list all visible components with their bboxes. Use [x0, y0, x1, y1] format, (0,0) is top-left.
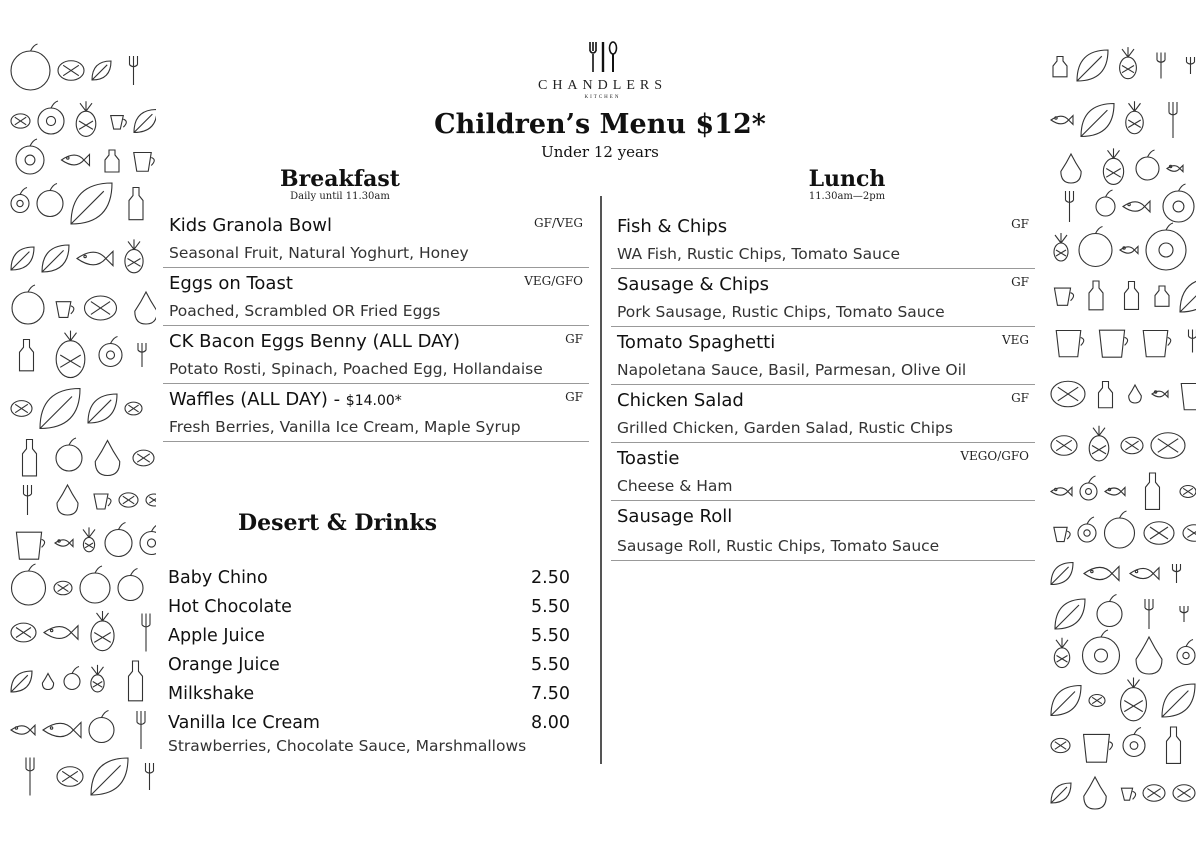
doodle-bottle-icon — [1125, 282, 1139, 310]
doodle-fish-icon — [62, 154, 90, 165]
drink-name: Milkshake — [168, 684, 255, 704]
doodle-pine-icon — [91, 611, 114, 651]
item-description: Cheese & Ham — [617, 477, 733, 495]
doodle-pine-icon — [1054, 233, 1068, 261]
menu-item — [611, 443, 1035, 501]
doodle-apple-icon — [64, 667, 80, 690]
doodle-pear-icon — [1129, 385, 1142, 403]
doodle-pine-icon — [1054, 638, 1069, 668]
doodle-leaf-icon — [1162, 684, 1195, 717]
menu-item — [611, 501, 1035, 561]
doodle-fruit-icon — [140, 525, 156, 555]
drink-price: 8.00 — [531, 713, 570, 733]
doodle-cup-icon — [1121, 788, 1135, 800]
doodle-bottle-icon — [1099, 382, 1113, 408]
item-name: Chicken Salad — [617, 390, 744, 411]
doodle-fish-icon — [55, 539, 73, 546]
doodle-fork-icon — [1180, 606, 1188, 622]
doodle-fork-icon — [1173, 564, 1181, 583]
item-description: Pork Sausage, Rustic Chips, Tomato Sauce — [617, 303, 945, 321]
doodle-fish-icon — [1123, 201, 1150, 212]
doodle-fruit-icon — [1177, 640, 1195, 665]
doodle-cup-icon — [94, 494, 111, 509]
drink-price: 7.50 — [531, 684, 570, 704]
item-name: Sausage Roll — [617, 506, 733, 527]
page-subtitle: Under 12 years — [541, 143, 659, 161]
item-name: Fish & Chips — [617, 216, 728, 237]
doodle-fork-icon — [26, 758, 34, 796]
doodle-melon-icon — [119, 493, 138, 507]
doodle-leaf-icon — [1081, 104, 1114, 137]
drink-price: 5.50 — [531, 655, 570, 675]
doodle-apple-icon — [89, 711, 114, 743]
doodle-cup-icon — [1084, 734, 1113, 762]
doodle-fish-icon — [1105, 488, 1125, 496]
doodle-fork-icon — [146, 763, 154, 790]
doodle-melon-icon — [11, 623, 36, 642]
item-description: Fresh Berries, Vanilla Ice Cream, Maple Syrup — [169, 418, 521, 436]
item-description: Grilled Chicken, Garden Salad, Rustic Chips — [617, 419, 953, 437]
doodle-melon-icon — [125, 402, 142, 415]
drink-note: Strawberries, Chocolate Sauce, Marshmallows — [168, 737, 527, 755]
item-name — [169, 389, 402, 410]
item-name: CK Bacon Eggs Benny (ALL DAY) — [169, 331, 461, 352]
menu-item — [611, 211, 1035, 269]
item-description: Potato Rosti, Spinach, Poached Egg, Hollandaise — [169, 360, 543, 378]
doodle-pear-icon — [95, 441, 120, 476]
drink-price: 5.50 — [531, 626, 570, 646]
doodle-melon-icon — [11, 401, 32, 417]
doodle-melon-icon — [54, 581, 72, 595]
doodle-cup-icon — [134, 153, 155, 172]
dietary-tag: GF — [565, 332, 583, 346]
doodle-fork-icon — [24, 485, 32, 515]
doodle-bottle-icon — [1155, 286, 1169, 306]
doodle-pine-icon — [56, 331, 85, 378]
cutlery-icon — [585, 40, 621, 74]
dietary-tag: GF — [565, 390, 583, 404]
doodle-apple-icon — [1105, 511, 1135, 548]
doodle-fruit-icon — [1080, 476, 1097, 500]
doodle-fish-icon — [1130, 568, 1159, 580]
dietary-tag: GF/VEG — [534, 216, 583, 230]
drink-item — [168, 626, 572, 655]
doodle-fish-icon — [11, 725, 35, 735]
doodle-leaf-icon — [91, 758, 128, 795]
doodle-fork-icon — [142, 614, 150, 652]
doodle-fork-icon — [1187, 57, 1195, 74]
menu-item — [163, 384, 589, 442]
doodle-apple-icon — [1097, 595, 1122, 627]
doodle-bottle-icon — [129, 188, 143, 220]
item-name: Toastie — [617, 448, 680, 469]
doodle-leaf-icon — [71, 183, 112, 224]
doodle-apple-icon — [11, 44, 50, 90]
doodle-melon-icon — [133, 450, 154, 466]
doodle-bottle-icon — [20, 340, 34, 371]
doodle-leaf-icon — [40, 389, 80, 429]
doodle-apple-icon — [118, 569, 143, 601]
doodle-leaf-icon — [42, 245, 69, 272]
doodle-melon-icon — [1144, 522, 1174, 545]
doodle-bottle-icon — [1146, 473, 1160, 509]
doodle-fork-icon — [1157, 53, 1165, 79]
doodle-fruit-icon — [1078, 517, 1096, 542]
doodle-cup-icon — [16, 532, 44, 559]
doodle-fruit-icon — [1163, 184, 1194, 222]
doodle-apple-icon — [12, 285, 44, 324]
item-name: Sausage & Chips — [617, 274, 770, 295]
item-description: Seasonal Fruit, Natural Yoghurt, Honey — [169, 244, 469, 262]
doodle-cup-icon — [1054, 527, 1070, 541]
lunch-menu — [611, 211, 1035, 561]
doodle-pear-icon — [42, 674, 53, 690]
doodle-leaf-icon — [88, 394, 117, 423]
food-illustration-panel-left — [6, 38, 156, 810]
drink-name: Vanilla Ice Cream — [168, 713, 320, 733]
doodle-pine-icon — [83, 527, 95, 551]
brand-subname: KITCHEN — [584, 95, 621, 100]
doodle-melon-icon — [57, 767, 83, 787]
doodle-bottle-icon — [23, 440, 37, 476]
doodle-leaf-icon — [1180, 278, 1196, 312]
doodle-leaf-icon — [1055, 599, 1085, 629]
doodle-apple-icon — [105, 523, 132, 557]
doodle-fruit-icon — [99, 337, 122, 367]
doodle-fish-icon — [44, 626, 78, 640]
doodle-bottle-icon — [129, 661, 143, 701]
doodle-pear-icon — [1084, 777, 1106, 809]
doodle-fork-icon — [1189, 330, 1197, 353]
drink-name: Orange Juice — [168, 655, 280, 675]
dietary-tag: VEG — [1001, 333, 1029, 347]
doodle-leaf-icon — [1051, 563, 1073, 585]
item-description: Poached, Scrambled OR Fried Eggs — [169, 302, 441, 320]
item-name: Tomato Spaghetti — [617, 332, 776, 353]
doodle-fish-icon — [1051, 116, 1073, 125]
doodle-cup-icon — [1099, 330, 1127, 357]
doodle-fish-icon — [43, 722, 81, 737]
doodle-apple-icon — [1079, 227, 1112, 267]
drink-name: Apple Juice — [168, 626, 265, 646]
dietary-tag: GF — [1011, 217, 1029, 231]
doodle-fruit-icon — [11, 188, 29, 213]
item-description: Napoletana Sauce, Basil, Parmesan, Olive Oil — [617, 361, 967, 379]
doodle-cup-icon — [111, 116, 127, 130]
doodle-leaf-icon — [1077, 50, 1108, 81]
doodle-fish-icon — [1084, 567, 1119, 581]
doodle-fork-icon — [1066, 191, 1074, 222]
breakfast-header — [230, 166, 450, 202]
doodle-pine-icon — [125, 239, 143, 272]
doodle-fish-icon — [1167, 165, 1183, 171]
drink-price: 5.50 — [531, 597, 570, 617]
chandlers-logo — [520, 40, 685, 100]
menu-item — [611, 327, 1035, 385]
drink-item — [168, 568, 572, 597]
doodle-melon-icon — [1121, 437, 1143, 454]
doodle-pine-icon — [1103, 148, 1123, 184]
menu-item — [163, 268, 589, 326]
doodle-pine-icon — [1126, 101, 1144, 134]
item-price: $14.00* — [345, 393, 402, 409]
doodle-bottle-icon — [1167, 727, 1181, 763]
doodle-apple-icon — [80, 566, 110, 603]
doodle-pear-icon — [1061, 154, 1081, 183]
doodle-pine-icon — [76, 101, 96, 136]
drink-name: Baby Chino — [168, 568, 268, 588]
doodle-cup-icon — [1143, 331, 1171, 357]
doodle-melon-icon — [146, 494, 156, 506]
item-name-text: Waffles (ALL DAY) - — [169, 389, 346, 410]
doodle-fork-icon — [138, 343, 146, 367]
doodle-cup-icon — [56, 302, 74, 318]
page-title: Children’s Menu $12* — [434, 109, 766, 140]
doodle-leaf-icon — [1051, 783, 1071, 803]
doodle-fruit-icon — [1123, 728, 1145, 757]
doodle-bottle-icon — [1053, 57, 1067, 77]
doodle-pine-icon — [1120, 47, 1137, 79]
drink-price: 2.50 — [531, 568, 570, 588]
doodle-fish-icon — [1051, 487, 1072, 495]
drinks-list — [168, 568, 572, 755]
doodle-fruit-icon — [38, 101, 64, 134]
doodle-fork-icon — [137, 711, 145, 749]
doodle-cup-icon — [1054, 288, 1073, 305]
doodle-melon-icon — [1051, 436, 1077, 456]
drinks-heading: Desert & Drinks — [238, 510, 438, 536]
doodle-melon-icon — [1051, 381, 1085, 407]
drink-name: Hot Chocolate — [168, 597, 292, 617]
doodle-fork-icon — [1169, 102, 1177, 138]
doodle-melon-icon — [11, 114, 30, 128]
breakfast-menu — [163, 210, 589, 442]
doodle-pear-icon — [57, 485, 78, 515]
drink-item — [168, 713, 572, 737]
doodle-leaf-icon — [134, 110, 156, 133]
doodle-fork-icon — [130, 56, 138, 85]
doodle-fish-icon — [77, 251, 113, 265]
item-name: Eggs on Toast — [169, 273, 293, 294]
menu-item — [163, 326, 589, 384]
doodle-apple-icon — [37, 184, 63, 217]
doodle-melon-icon — [1089, 695, 1105, 707]
doodle-fruit-icon — [16, 139, 44, 174]
doodle-melon-icon — [1173, 785, 1195, 802]
doodle-bottle-icon — [1089, 281, 1103, 310]
lunch-header — [737, 166, 957, 202]
menu-item — [163, 210, 589, 268]
menu-item — [611, 269, 1035, 327]
brand-name: CHANDLERS — [537, 78, 667, 93]
item-description: Sausage Roll, Rustic Chips, Tomato Sauce — [617, 537, 940, 555]
doodle-pine-icon — [91, 665, 104, 692]
doodle-melon-icon — [1051, 738, 1070, 752]
menu-item — [611, 385, 1035, 443]
doodle-fruit-icon — [1083, 630, 1120, 674]
doodle-apple-icon — [1096, 190, 1115, 216]
drink-item — [168, 655, 572, 684]
doodle-apple-icon — [1136, 150, 1159, 180]
doodle-melon-icon — [1183, 525, 1196, 542]
doodle-pear-icon — [1136, 637, 1162, 674]
breakfast-hours: Daily until 11.30am — [290, 191, 390, 202]
doodle-apple-icon — [56, 438, 82, 471]
doodle-apple-icon — [12, 564, 46, 605]
doodle-cup-icon — [1056, 331, 1084, 357]
food-illustration-panel-right — [1046, 38, 1196, 810]
doodle-pear-icon — [135, 292, 156, 324]
item-description: WA Fish, Rustic Chips, Tomato Sauce — [617, 245, 901, 263]
doodle-pine-icon — [1121, 678, 1147, 721]
doodle-fruit-icon — [1146, 223, 1186, 270]
drink-item — [168, 597, 572, 626]
column-divider — [600, 196, 602, 764]
doodle-cup-icon — [1181, 384, 1196, 410]
lunch-hours: 11.30am—2pm — [808, 191, 886, 202]
doodle-leaf-icon — [92, 61, 111, 80]
doodle-melon-icon — [58, 61, 84, 81]
doodle-bottle-icon — [105, 150, 119, 172]
doodle-fish-icon — [1120, 246, 1138, 253]
lunch-heading: Lunch — [808, 166, 886, 192]
doodle-melon-icon — [1143, 785, 1165, 802]
dietary-tag: GF — [1011, 275, 1029, 289]
item-name: Kids Granola Bowl — [169, 215, 332, 236]
doodle-fork-icon — [1145, 599, 1153, 629]
doodle-leaf-icon — [1051, 686, 1081, 716]
doodle-leaf-icon — [11, 247, 34, 270]
doodle-melon-icon — [1180, 486, 1196, 498]
drink-item — [168, 684, 572, 713]
doodle-melon-icon — [85, 296, 117, 320]
doodle-fish-icon — [1152, 391, 1168, 397]
dietary-tag: VEG/GFO — [524, 274, 583, 288]
doodle-pine-icon — [1089, 426, 1109, 461]
doodle-melon-icon — [1151, 433, 1185, 459]
dietary-tag: GF — [1011, 391, 1029, 405]
dietary-tag: VEGO/GFO — [960, 449, 1029, 463]
breakfast-heading: Breakfast — [280, 166, 400, 192]
doodle-leaf-icon — [11, 671, 32, 692]
